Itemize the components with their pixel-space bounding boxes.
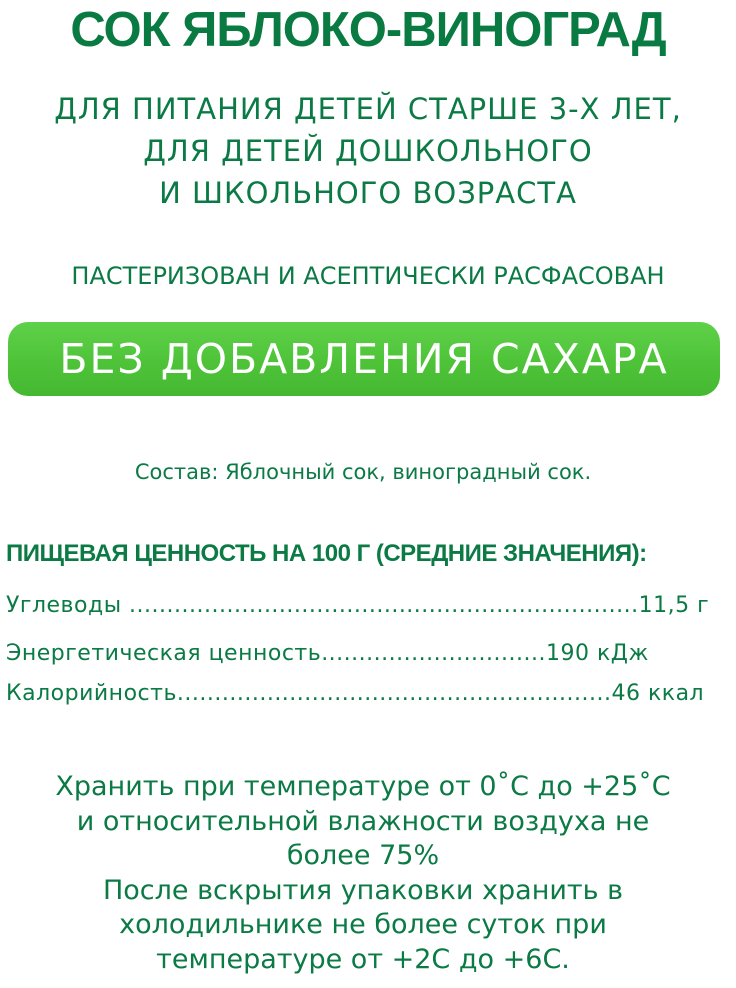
nutrient-row-energy: Энергетическая ценность..............................190 кДж: [6, 641, 649, 666]
nutrition-heading: ПИЩЕВАЯ ЦЕННОСТЬ НА 100 Г (СРЕДНИЕ ЗНАЧЕНИЯ):: [6, 540, 647, 567]
processing-note: ПАСТЕРИЗОВАН И АСЕПТИЧЕСКИ РАСФАСОВАН: [71, 262, 665, 290]
no-sugar-banner: [8, 322, 720, 396]
composition-text: Состав: Яблочный сок, виноградный сок.: [134, 460, 592, 484]
storage-line-3: более 75%: [286, 840, 440, 871]
target-line-2: ДЛЯ ДЕТЕЙ ДОШКОЛЬНОГО: [143, 134, 593, 168]
product-title: СОК ЯБЛОКО-ВИНОГРАД: [70, 3, 666, 57]
target-line-3: И ШКОЛЬНОГО ВОЗРАСТА: [159, 176, 577, 210]
storage-line-2: и относительной влажности воздуха не: [76, 805, 650, 837]
storage-instructions: [0, 770, 726, 977]
storage-line-6: температуре от +2С до +6С.: [156, 943, 570, 975]
no-sugar-banner-text: БЕЗ ДОБАВЛЕНИЯ САХАРА: [59, 335, 669, 383]
target-line-1: ДЛЯ ПИТАНИЯ ДЕТЕЙ СТАРШЕ 3-Х ЛЕТ,: [54, 92, 682, 126]
nutrient-row-carbohydrates: Углеводы ....................................................................11,5 г: [6, 593, 710, 618]
storage-line-5: холодильнике не более суток при: [119, 909, 607, 940]
target-audience: [0, 88, 736, 214]
nutrient-row-calories: Калорийность..........................................................46 ккал: [6, 681, 705, 706]
storage-line-4: После вскрытия упаковки хранить в: [102, 874, 624, 906]
storage-line-1: Хранить при температуре от 0˚С до +25˚С: [55, 771, 671, 802]
